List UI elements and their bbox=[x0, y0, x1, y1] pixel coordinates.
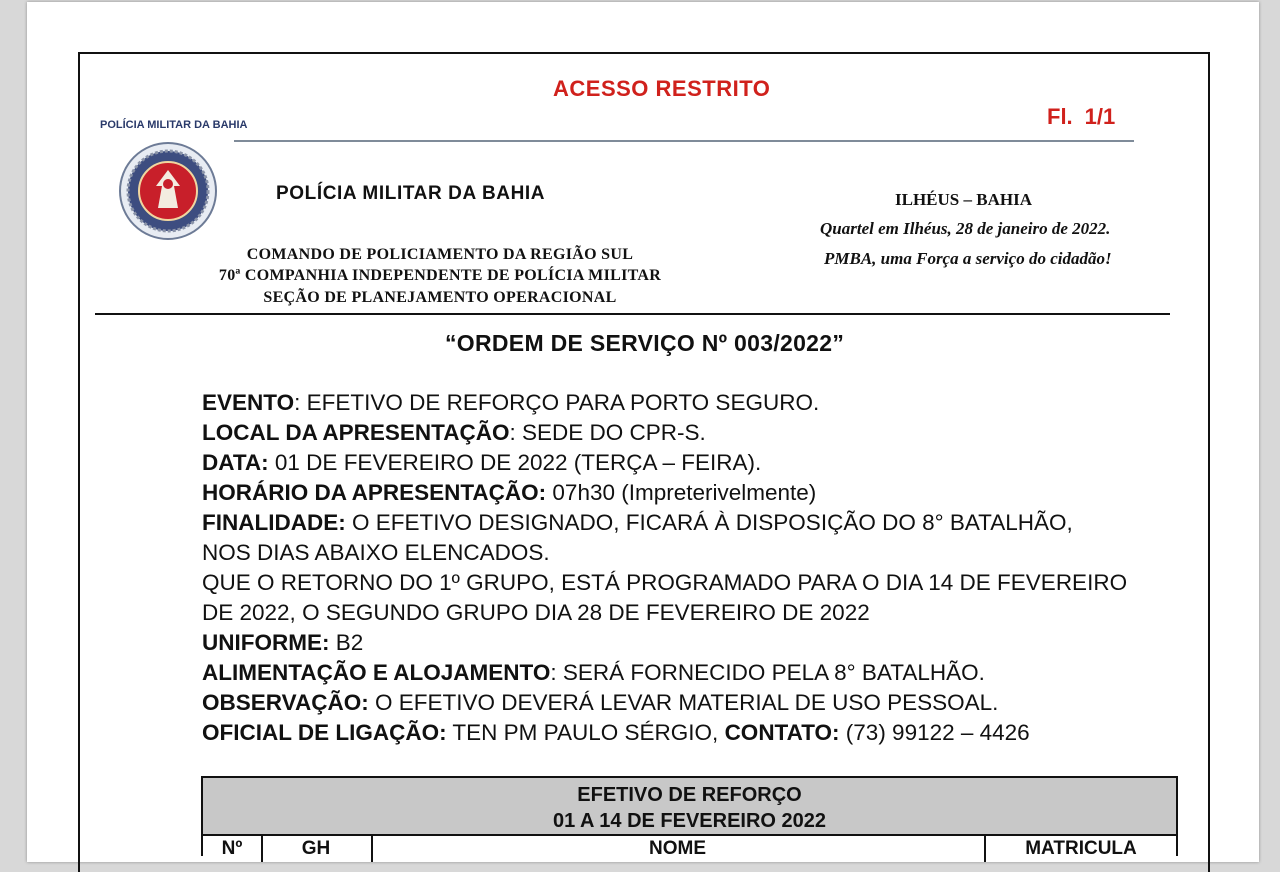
column-header-number: Nº bbox=[203, 836, 263, 862]
horario-label: HORÁRIO DA APRESENTAÇÃO: bbox=[202, 480, 547, 505]
data-line bbox=[202, 448, 1127, 478]
city-state: ILHÉUS – BAHIA bbox=[895, 190, 1032, 209]
finalidade-line-2: NOS DIAS ABAIXO ELENCADOS. bbox=[202, 540, 550, 565]
title-rule bbox=[95, 313, 1170, 315]
contato-value: (73) 99122 – 4426 bbox=[839, 720, 1030, 745]
local-value: : SEDE DO CPR-S. bbox=[509, 420, 706, 445]
alimentacao-label: ALIMENTAÇÃO E ALOJAMENTO bbox=[202, 660, 551, 685]
company-name: 70ª COMPANHIA INDEPENDENTE DE POLÍCIA MILITAR bbox=[218, 267, 662, 284]
contato-label: CONTATO: bbox=[724, 720, 840, 745]
data-value: 01 DE FEVEREIRO DE 2022 (TERÇA – FEIRA). bbox=[268, 450, 762, 475]
horario-value: 07h30 (Impreterivelmente) bbox=[546, 480, 817, 505]
order-body bbox=[202, 388, 1127, 748]
sheet-label: Fl. bbox=[1047, 104, 1073, 129]
column-header-registration: MATRICULA bbox=[1025, 838, 1137, 859]
sheet-number: 1/1 bbox=[1084, 104, 1116, 129]
table-title-line-1: EFETIVO DE REFORÇO bbox=[577, 784, 802, 806]
horario-line bbox=[202, 478, 1127, 508]
finalidade-label: FINALIDADE: bbox=[202, 510, 346, 535]
retorno-line-2: DE 2022, O SEGUNDO GRUPO DIA 28 DE FEVEREIRO DE 2022 bbox=[202, 600, 870, 625]
data-label: DATA: bbox=[202, 450, 269, 475]
sheet-indicator bbox=[1047, 104, 1115, 130]
finalidade-line bbox=[202, 508, 1127, 538]
observacao-value: O EFETIVO DEVERÁ LEVAR MATERIAL DE USO PESSOAL. bbox=[368, 690, 999, 715]
oficial-line bbox=[202, 718, 1127, 748]
section-name: SEÇÃO DE PLANEJAMENTO OPERACIONAL bbox=[263, 289, 617, 306]
document-title: “ORDEM DE SERVIÇO Nº 003/2022” bbox=[445, 330, 845, 356]
evento-value: : EFETIVO DE REFORÇO PARA PORTO SEGURO. bbox=[294, 390, 820, 415]
local-line bbox=[202, 418, 1127, 448]
observacao-line bbox=[202, 688, 1127, 718]
place-date: Quartel em Ilhéus, 28 de janeiro de 2022. bbox=[820, 219, 1111, 238]
evento-label: EVENTO bbox=[202, 390, 295, 415]
column-header-gh: GH bbox=[261, 836, 373, 862]
oficial-label: OFICIAL DE LIGAÇÃO: bbox=[202, 720, 447, 745]
table-title bbox=[203, 782, 1176, 834]
finalidade-value: O EFETIVO DESIGNADO, FICARÁ À DISPOSIÇÃO DO 8° BATALHÃO, bbox=[345, 510, 1073, 535]
uniforme-value: B2 bbox=[329, 630, 364, 655]
slogan: PMBA, uma Força a serviço do cidadão! bbox=[824, 249, 1112, 268]
alimentacao-line bbox=[202, 658, 1127, 688]
organization-name: POLÍCIA MILITAR DA BAHIA bbox=[276, 183, 546, 204]
evento-line bbox=[202, 388, 1127, 418]
command-name: COMANDO DE POLICIAMENTO DA REGIÃO SUL bbox=[246, 246, 634, 263]
column-header-name: NOME bbox=[371, 836, 986, 862]
pmba-seal-icon bbox=[100, 119, 248, 240]
header-rule bbox=[234, 140, 1134, 142]
alimentacao-value: : SERÁ FORNECIDO PELA 8° BATALHÃO. bbox=[550, 660, 985, 685]
seal-text: POLÍCIA MILITAR DA BAHIA bbox=[100, 119, 248, 131]
classification-label: ACESSO RESTRITO bbox=[553, 76, 771, 101]
uniforme-line bbox=[202, 628, 1127, 658]
uniforme-label: UNIFORME: bbox=[202, 630, 330, 655]
local-label: LOCAL DA APRESENTAÇÃO bbox=[202, 420, 510, 445]
oficial-value: TEN PM PAULO SÉRGIO, bbox=[446, 720, 725, 745]
reinforcement-table bbox=[201, 776, 1178, 859]
table-title-line-2: 01 A 14 DE FEVEREIRO 2022 bbox=[552, 810, 827, 832]
retorno-line-1: QUE O RETORNO DO 1º GRUPO, ESTÁ PROGRAMADO PARA O DIA 14 DE FEVEREIRO bbox=[202, 570, 1128, 595]
table-header-row bbox=[203, 834, 1176, 862]
observacao-label: OBSERVAÇÃO: bbox=[202, 690, 369, 715]
